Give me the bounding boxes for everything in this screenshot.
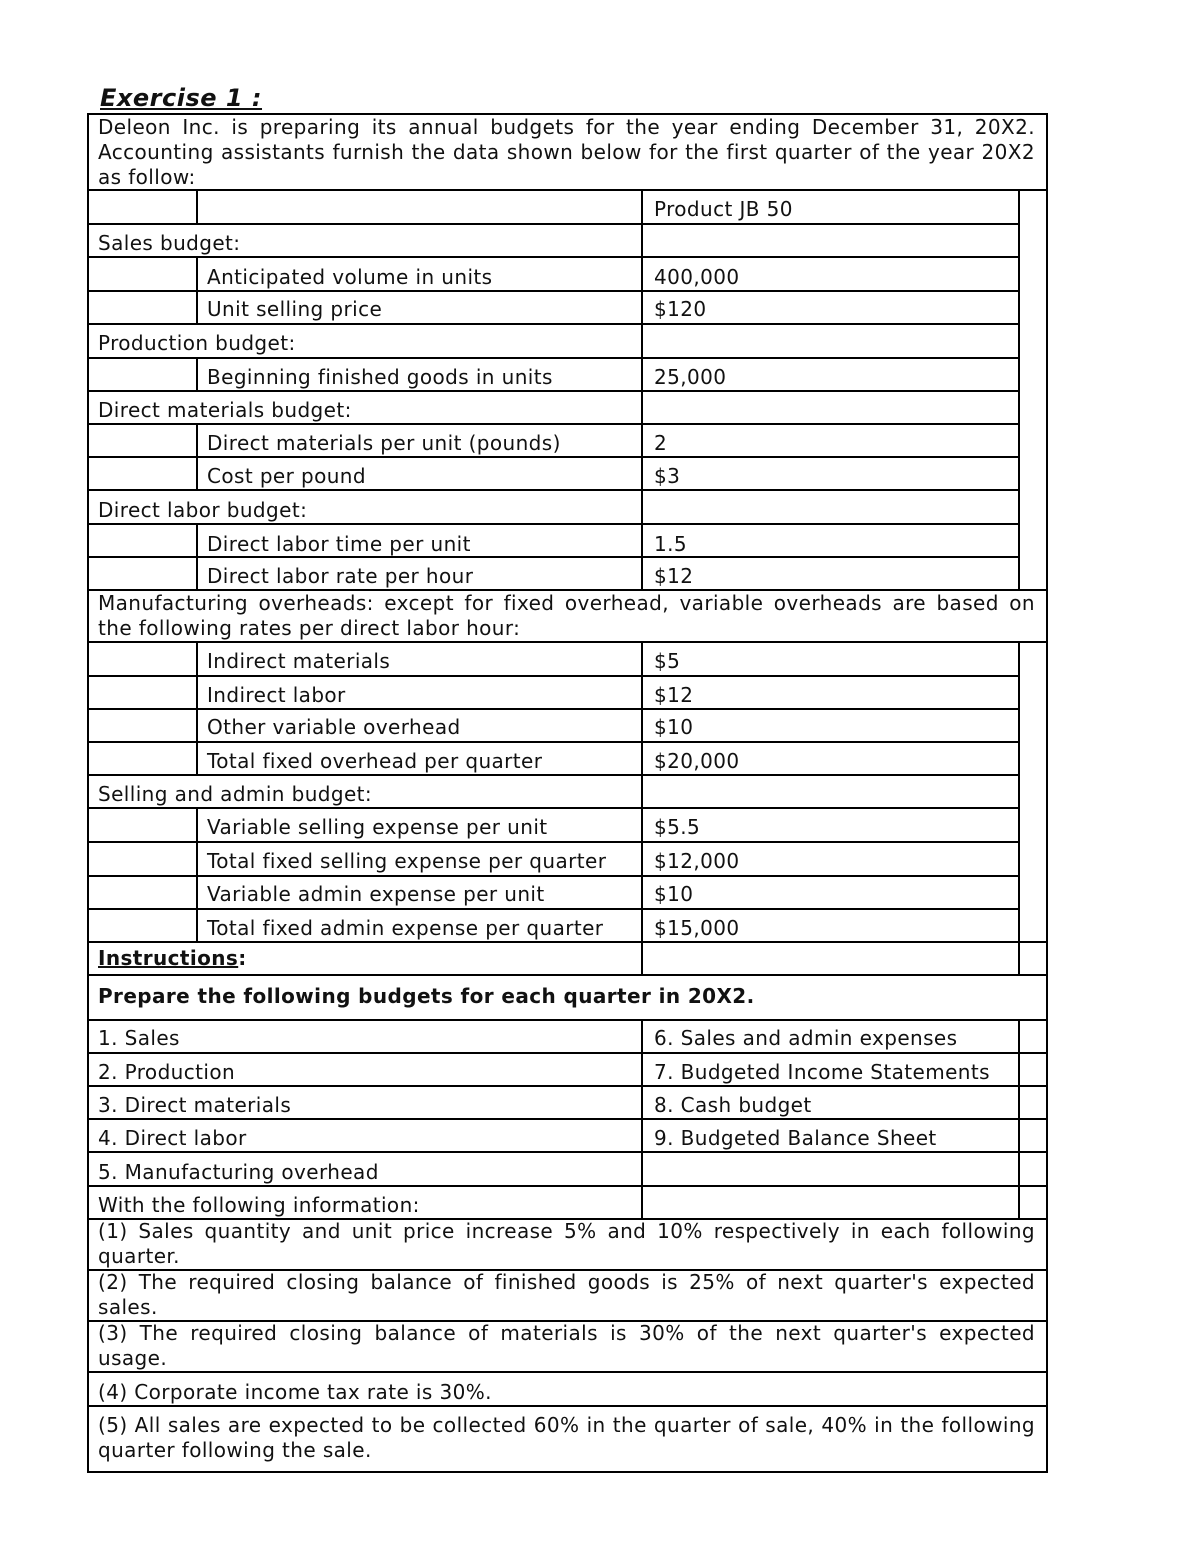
note-item: (4) Corporate income tax rate is 30%. — [98, 1380, 492, 1404]
budget-item: 1. Sales — [98, 1026, 180, 1050]
row-label: Other variable overhead — [207, 715, 461, 739]
budget-item: 7. Budgeted Income Statements — [654, 1060, 990, 1084]
row-value: $3 — [654, 464, 681, 488]
row-value: $12,000 — [654, 849, 740, 873]
instructions-heading: Prepare the following budgets for each quarter in 20X2. — [98, 984, 755, 1008]
row-value: $5 — [654, 649, 681, 673]
row-rule — [87, 675, 1020, 677]
budget-item: 6. Sales and admin expenses — [654, 1026, 958, 1050]
row-value: 2 — [654, 431, 668, 455]
row-label: Direct labor rate per hour — [207, 564, 474, 588]
col-rule — [641, 189, 643, 590]
row-value: $10 — [654, 882, 694, 906]
col-rule — [196, 357, 198, 391]
row-rule — [87, 1052, 1048, 1054]
section-label-production: Production budget: — [98, 331, 296, 355]
with-info-label: With the following information: — [98, 1193, 420, 1217]
row-rule — [87, 774, 1020, 776]
row-value: $20,000 — [654, 749, 740, 773]
row-label: Anticipated volume in units — [207, 265, 493, 289]
row-label: Variable selling expense per unit — [207, 815, 548, 839]
section-label-sales: Sales budget: — [98, 231, 241, 255]
row-value: $15,000 — [654, 916, 740, 940]
col-rule — [196, 256, 198, 324]
col-rule — [196, 807, 198, 942]
row-rule — [87, 941, 1048, 943]
budget-item: 5. Manufacturing overhead — [98, 1160, 379, 1184]
budget-item: 9. Budgeted Balance Sheet — [654, 1126, 937, 1150]
exercise-title: Exercise 1 : — [100, 84, 263, 112]
col-rule — [196, 523, 198, 590]
row-value: 1.5 — [654, 532, 688, 556]
row-rule — [87, 390, 1020, 392]
col-rule — [641, 1019, 643, 1219]
row-rule — [87, 357, 1020, 359]
col-rule — [196, 641, 198, 776]
note-item: (5) All sales are expected to be collected 60% in the quarter of sale, 40% in the following quarter following the sale. — [98, 1413, 1035, 1462]
row-value: $12 — [654, 564, 694, 588]
row-label: Direct materials per unit (pounds) — [207, 431, 561, 455]
note-item: (3) The required closing balance of materials is 30% of the next quarter's expected usage. — [98, 1321, 1035, 1370]
row-label: Indirect materials — [207, 649, 391, 673]
row-rule — [87, 523, 1020, 525]
row-rule — [87, 641, 1048, 643]
row-label: Unit selling price — [207, 297, 383, 321]
row-value: 25,000 — [654, 365, 727, 389]
instructions-colon: : — [238, 946, 247, 970]
row-label: Beginning finished goods in units — [207, 365, 553, 389]
row-rule — [87, 290, 1020, 292]
row-rule — [87, 489, 1020, 491]
row-value: 400,000 — [654, 265, 740, 289]
col-rule — [1018, 1019, 1020, 1219]
row-label: Direct labor time per unit — [207, 532, 471, 556]
row-label: Indirect labor — [207, 683, 346, 707]
section-label-materials: Direct materials budget: — [98, 398, 352, 422]
row-label: Variable admin expense per unit — [207, 882, 545, 906]
row-rule — [87, 256, 1020, 258]
instructions-label — [98, 946, 247, 971]
row-rule — [87, 1371, 1048, 1373]
row-rule — [87, 456, 1020, 458]
row-label: Total fixed overhead per quarter — [207, 749, 543, 773]
row-value: $5.5 — [654, 815, 701, 839]
row-rule — [87, 974, 1048, 976]
instructions-word: Instructions — [98, 946, 239, 970]
row-rule — [87, 1405, 1048, 1407]
row-rule — [87, 1185, 1048, 1187]
row-label: Cost per pound — [207, 464, 366, 488]
col-rule — [641, 641, 643, 975]
row-rule — [87, 223, 1020, 225]
row-rule — [87, 1085, 1048, 1087]
intro-paragraph: Deleon Inc. is preparing its annual budgets for the year ending December 31, 20X2. Accounting assistants furnish the data shown below for the first quarter of the year 20X2 as follow: — [98, 115, 1035, 189]
col-rule — [196, 189, 198, 224]
overhead-paragraph: Manufacturing overheads: except for fixed overhead, variable overheads are based on the following rates per direct labor hour: — [98, 591, 1035, 640]
col-rule — [1018, 641, 1020, 975]
note-item: (1) Sales quantity and unit price increase 5% and 10% respectively in each following quarter. — [98, 1219, 1035, 1268]
budget-item: 8. Cash budget — [654, 1093, 812, 1117]
row-rule — [87, 1118, 1048, 1120]
budget-item: 2. Production — [98, 1060, 236, 1084]
section-label-labor: Direct labor budget: — [98, 498, 308, 522]
row-label: Total fixed selling expense per quarter — [207, 849, 607, 873]
row-rule — [87, 807, 1020, 809]
note-item: (2) The required closing balance of finished goods is 25% of next quarter's expected sales. — [98, 1270, 1035, 1319]
product-header: Product JB 50 — [654, 197, 793, 221]
row-rule — [87, 423, 1020, 425]
budget-item: 4. Direct labor — [98, 1126, 247, 1150]
budget-item: 3. Direct materials — [98, 1093, 292, 1117]
row-rule — [87, 708, 1020, 710]
row-value: $12 — [654, 683, 694, 707]
col-rule — [1018, 189, 1020, 590]
row-rule — [87, 323, 1020, 325]
row-rule — [87, 1151, 1048, 1153]
row-value: $120 — [654, 297, 707, 321]
row-value: $10 — [654, 715, 694, 739]
col-rule — [196, 423, 198, 491]
row-rule — [87, 1019, 1048, 1021]
row-rule — [87, 908, 1020, 910]
row-rule — [87, 841, 1020, 843]
section-label-selling-admin: Selling and admin budget: — [98, 782, 373, 806]
row-rule — [87, 875, 1020, 877]
row-rule — [87, 741, 1020, 743]
row-label: Total fixed admin expense per quarter — [207, 916, 604, 940]
